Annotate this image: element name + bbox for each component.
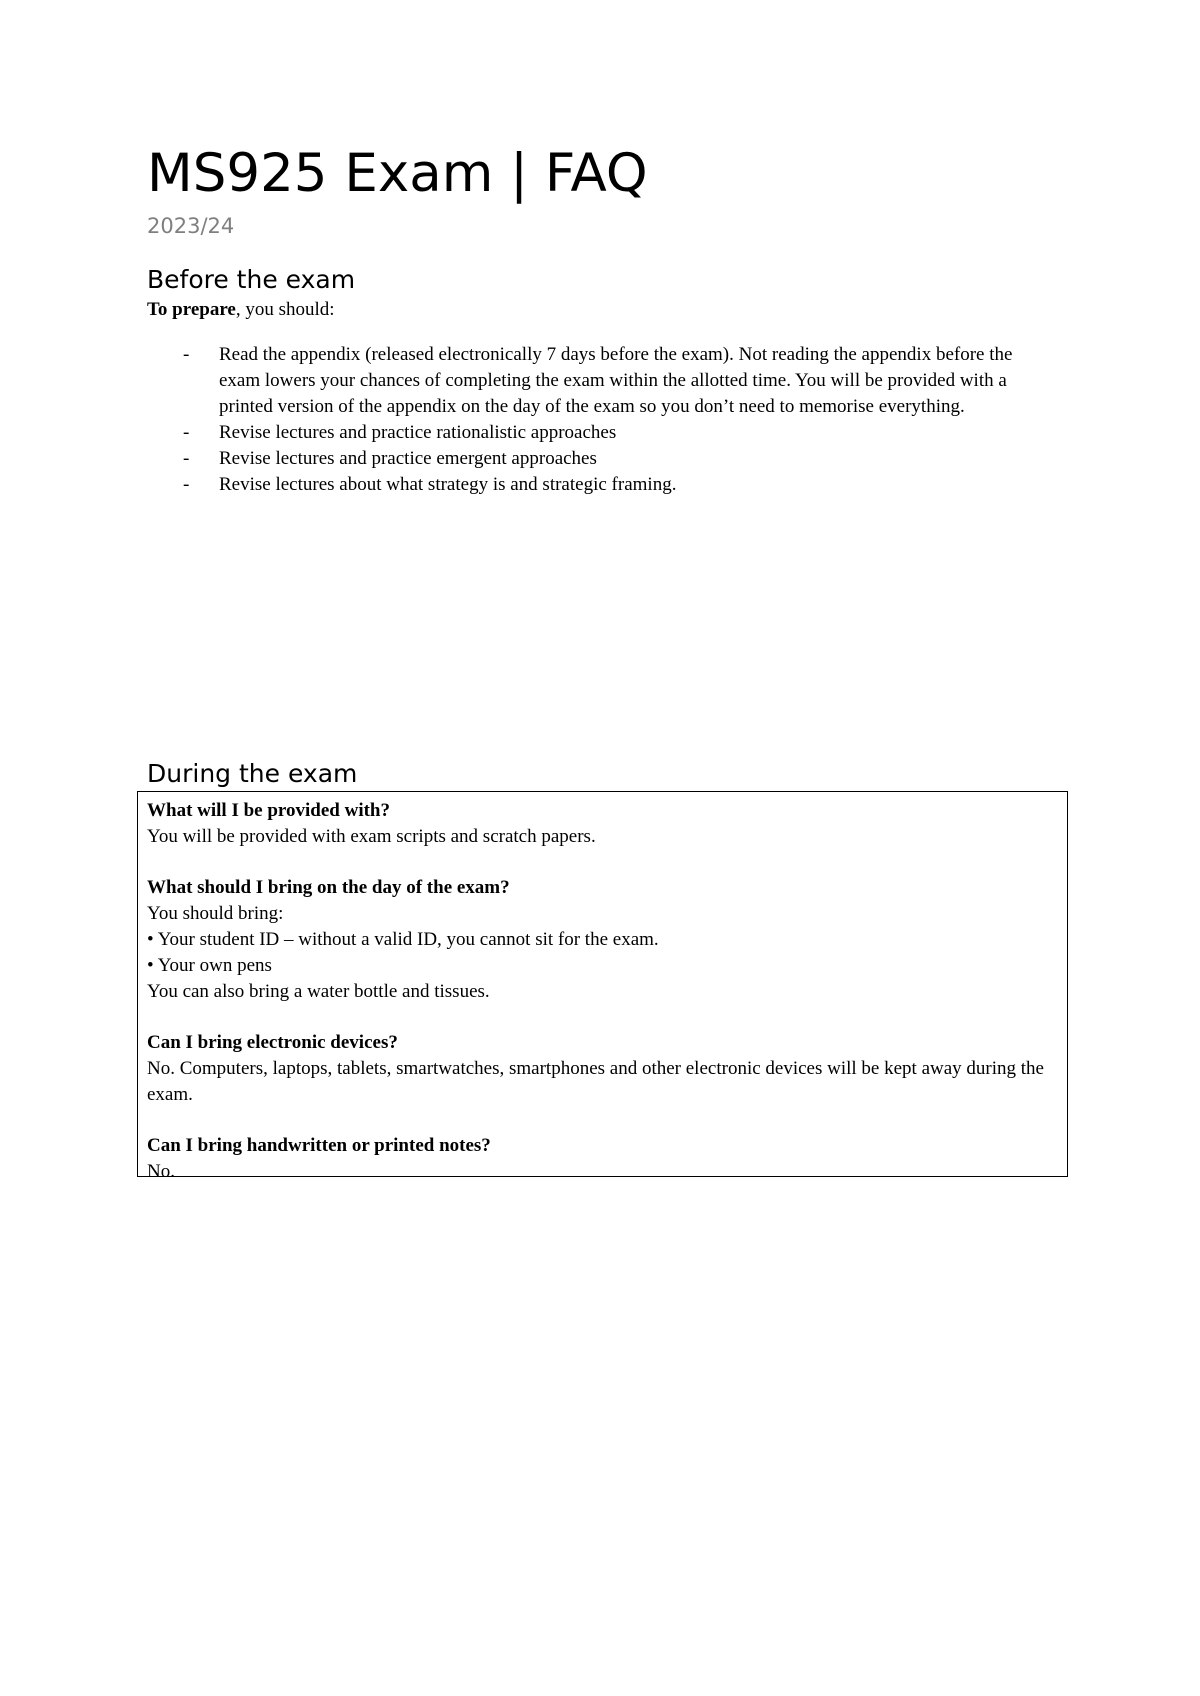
- list-item-text: Revise lectures and practice rationalistic approaches: [219, 422, 617, 443]
- faq-answer-line: • Your student ID – without a valid ID, you cannot sit for the exam.: [147, 929, 659, 950]
- faq-question: What will I be provided with?: [147, 800, 390, 821]
- faq-answer-line: You should bring:: [147, 903, 284, 924]
- section-heading-during: During the exam: [147, 759, 358, 788]
- faq-answer-line: No. Computers, laptops, tablets, smartwatches, smartphones and other electronic devices will be kept away during the exam.: [147, 1058, 1044, 1105]
- faq-question: Can I bring electronic devices?: [147, 1032, 398, 1053]
- dash-bullet: -: [183, 448, 190, 469]
- faq-answer-line: You can also bring a water bottle and tissues.: [147, 981, 490, 1002]
- list-item: [147, 342, 1057, 420]
- list-item-text: Revise lectures and practice emergent approaches: [219, 448, 597, 469]
- faq-table: [137, 791, 1068, 1182]
- list-item: [147, 472, 1057, 498]
- dash-bullet: -: [183, 344, 190, 365]
- document-subtitle: 2023/24: [147, 214, 235, 238]
- document-title: MS925 Exam | FAQ: [147, 143, 648, 204]
- faq-item-notes: [147, 1133, 1059, 1185]
- list-item: [147, 446, 1057, 472]
- prepare-intro-bold: To prepare: [147, 299, 236, 320]
- faq-item-bring: [147, 875, 1059, 1005]
- faq-answer-line: • Your own pens: [147, 955, 272, 976]
- faq-item-provided: [147, 798, 1059, 850]
- faq-question: What should I bring on the day of the exam?: [147, 877, 510, 898]
- list-item: [147, 420, 1057, 446]
- list-item-text: Revise lectures about what strategy is and strategic framing.: [219, 474, 677, 495]
- dash-bullet: -: [183, 474, 190, 495]
- dash-bullet: -: [183, 422, 190, 443]
- section-heading-before: Before the exam: [147, 265, 356, 294]
- prepare-list: [147, 342, 1057, 498]
- prepare-intro: [147, 297, 335, 323]
- faq-item-electronics: [147, 1030, 1059, 1108]
- faq-question: Can I bring handwritten or printed notes?: [147, 1135, 491, 1156]
- faq-answer-line: You will be provided with exam scripts and scratch papers.: [147, 826, 596, 847]
- list-item-text: Read the appendix (released electronically 7 days before the exam). Not reading the appendix before the exam lowers your chances of completing the exam within the allotted time. You will be provided with a printed version of the appendix on the day of the exam so you don’t need to memorise everything.: [219, 344, 1013, 417]
- faq-answer-line: No.: [147, 1161, 175, 1182]
- prepare-intro-rest: , you should:: [235, 299, 335, 320]
